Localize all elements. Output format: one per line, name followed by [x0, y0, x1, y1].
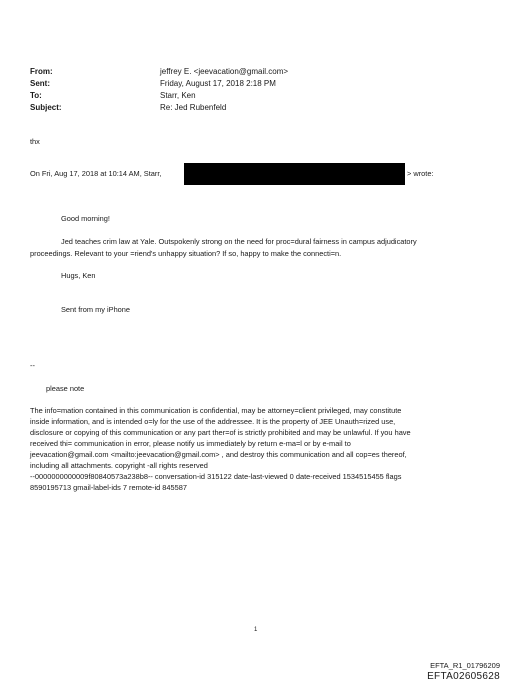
message-line-1: Jed teaches crim law at Yale. Outspokenly strong on the need for proc=dural fairness in campus adjudicatory: [61, 237, 417, 246]
quote-intro-end: > wrote:: [407, 169, 434, 178]
sent-value: Friday, August 17, 2018 2:18 PM: [160, 79, 276, 88]
to-value: Starr, Ken: [160, 91, 196, 100]
sent-label: Sent:: [30, 79, 50, 88]
from-label: From:: [30, 67, 53, 76]
quote-intro: On Fri, Aug 17, 2018 at 10:14 AM, Starr,: [30, 169, 162, 178]
disclaimer-line: The info=mation contained in this communication is confidential, may be attorney=client privileged, may constitute: [30, 406, 402, 415]
bates-number-small: EFTA_R1_01796209: [430, 661, 500, 670]
from-value: jeffrey E. <jeevacation@gmail.com>: [160, 67, 289, 76]
disclaimer-line: jeevacation@gmail.com <mailto:jeevacation@gmail.com> , and destroy this communication and all cop=es thereof,: [30, 450, 407, 459]
page-number: 1: [254, 627, 258, 633]
reply-text: thx: [30, 137, 40, 146]
disclaimer-line: including all attachments. copyright -all rights reserved: [30, 461, 208, 470]
greeting-text: Good morning!: [61, 214, 110, 223]
to-label: To:: [30, 91, 42, 100]
disclaimer-line: disclosure or copying of this communication or any part ther=of is strictly prohibited and may be unlawful. If you have: [30, 428, 411, 437]
disclaimer-line: inside information, and is intended o=ly for the use of the addressee. It is the property of JEE Unauth=rized use,: [30, 417, 396, 426]
disclaimer-line: 8590195713 gmail-label-ids 7 remote-id 845587: [30, 483, 187, 492]
disclaimer-line: --0000000000009f80840573a238b8-- conversation-id 315122 date-last-viewed 0 date-received 1534515455 flags: [30, 472, 402, 481]
redaction-block: [184, 163, 405, 185]
separator-text: --: [30, 361, 35, 370]
message-line-2: proceedings. Relevant to your =riend's unhappy situation? If so, happy to make the connecti=n.: [30, 249, 342, 258]
please-note-text: please note: [46, 384, 85, 393]
disclaimer-line: received thi= communication in error, please notify us immediately by return e-ma=l or by e-mail to: [30, 439, 351, 448]
disclaimer-paragraph: [30, 405, 411, 493]
subject-label: Subject:: [30, 103, 62, 112]
bates-number-large: EFTA02605628: [427, 671, 500, 682]
mobile-signature: Sent from my iPhone: [61, 305, 131, 314]
signoff-text: Hugs, Ken: [61, 271, 96, 280]
subject-value: Re: Jed Rubenfeld: [160, 103, 227, 112]
